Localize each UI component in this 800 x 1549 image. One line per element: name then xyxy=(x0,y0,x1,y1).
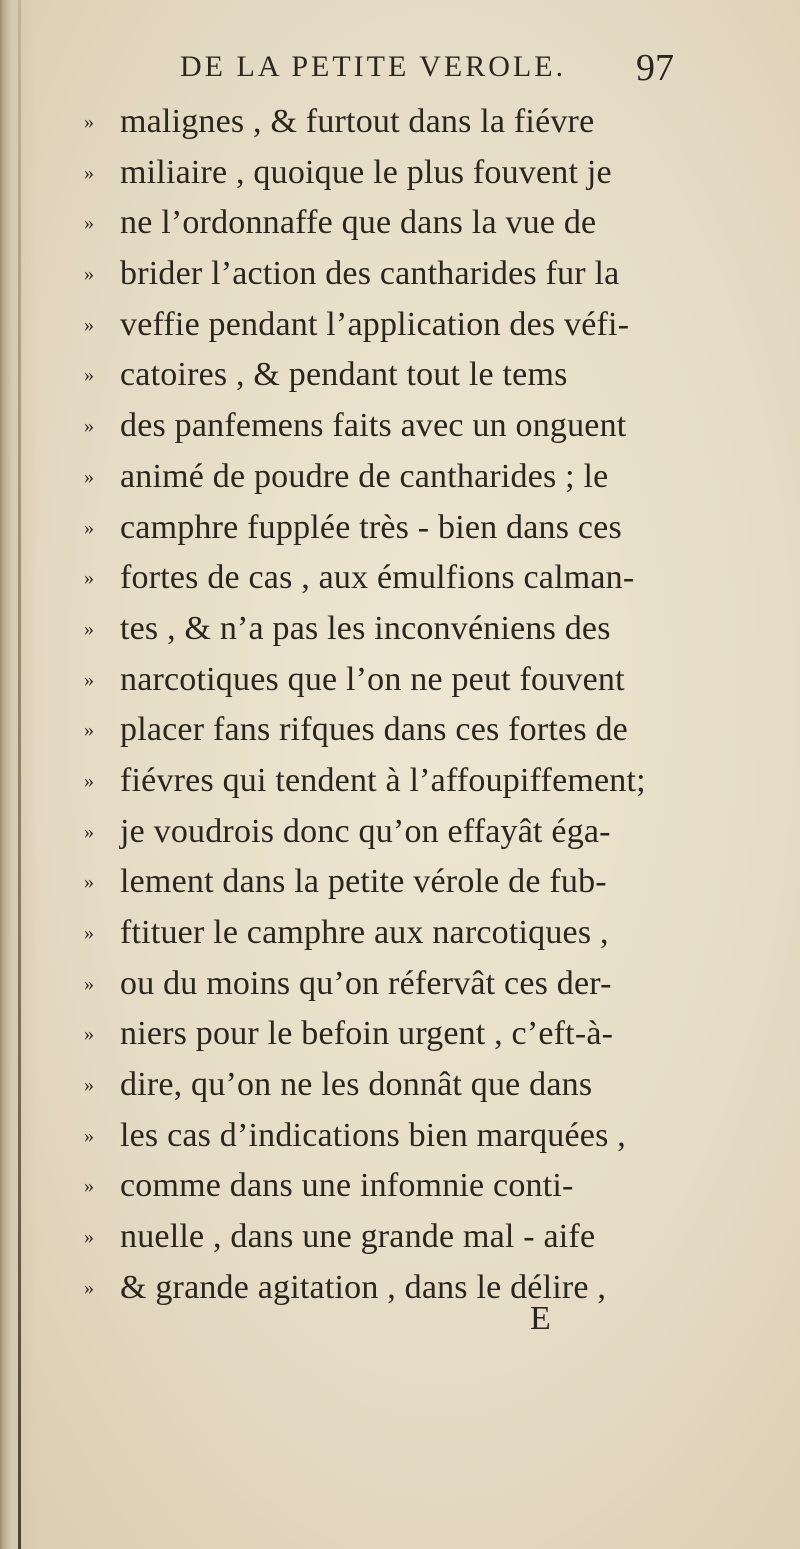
line-text: malignes , & furtout dans la fiévre xyxy=(120,103,595,140)
line-text: brider l’action des cantharides fur la xyxy=(120,255,620,293)
quote-mark: » xyxy=(84,617,94,640)
quote-mark: » xyxy=(84,161,94,184)
line-text: narcotiques que l’on ne peut fouvent xyxy=(120,660,625,698)
text-line xyxy=(84,503,684,554)
text-line xyxy=(84,1009,684,1060)
page-number: 97 xyxy=(636,47,674,89)
body-text xyxy=(84,97,684,1314)
text-line xyxy=(84,756,684,807)
line-text: fortes de cas , aux émulfions calman- xyxy=(120,559,635,597)
line-text: placer fans rifques dans ces fortes de xyxy=(120,711,628,749)
line-text: & grande agitation , dans le délire , xyxy=(120,1268,607,1306)
signature-mark: E xyxy=(530,1300,551,1337)
line-text: miliaire , quoique le plus fouvent je xyxy=(120,153,612,191)
text-line xyxy=(84,807,684,858)
quote-mark: » xyxy=(84,465,94,488)
text-line xyxy=(84,959,684,1010)
line-text: niers pour le befoin urgent , c’eft-à- xyxy=(120,1015,614,1053)
text-line xyxy=(84,604,684,655)
quote-mark: » xyxy=(84,972,94,995)
text-line xyxy=(84,300,684,351)
quote-mark: » xyxy=(84,1276,94,1299)
line-text: lement dans la petite vérole de fub- xyxy=(120,863,607,901)
text-line xyxy=(84,148,684,199)
quote-mark: » xyxy=(84,871,94,894)
quote-mark: » xyxy=(84,111,94,133)
line-text: fiévres qui tendent à l’affoupiffement; xyxy=(120,761,646,799)
text-line xyxy=(84,452,684,503)
line-text: comme dans une infomnie conti- xyxy=(120,1167,574,1205)
quote-mark: » xyxy=(84,1226,94,1249)
quote-mark: » xyxy=(84,313,94,336)
text-line xyxy=(84,655,684,706)
text-line xyxy=(84,1060,684,1111)
text-line xyxy=(84,1111,684,1162)
line-text: ftituer le camphre aux narcotiques , xyxy=(120,914,609,951)
quote-mark: » xyxy=(84,415,94,438)
text-line xyxy=(84,198,684,249)
page-header xyxy=(100,47,680,100)
text-line xyxy=(84,857,684,908)
text-line xyxy=(84,350,684,401)
quote-mark: » xyxy=(84,719,94,742)
quote-mark: » xyxy=(84,364,94,387)
quote-mark: » xyxy=(84,567,94,590)
line-text: des panfemens faits avec un onguent xyxy=(120,407,627,445)
line-text: tes , & n’a pas les inconvéniens des xyxy=(120,609,611,647)
quote-mark: » xyxy=(84,1074,94,1097)
quote-mark: » xyxy=(84,212,94,235)
line-text: je voudrois donc qu’on effayât éga- xyxy=(120,812,611,850)
line-text: dire, qu’on ne les donnât que dans xyxy=(120,1066,593,1104)
text-line xyxy=(84,1263,684,1314)
binding-shadow-line xyxy=(18,0,21,1549)
text-line xyxy=(84,249,684,300)
text-line xyxy=(84,97,684,148)
quote-mark: » xyxy=(84,820,94,843)
text-line xyxy=(84,553,684,604)
line-text: catoires , & pendant tout le tems xyxy=(120,356,568,394)
quote-mark: » xyxy=(84,516,94,539)
text-line xyxy=(84,1212,684,1263)
quote-mark: » xyxy=(84,263,94,286)
line-text: animé de poudre de cantharides ; le xyxy=(120,457,609,495)
quote-mark: » xyxy=(84,769,94,792)
quote-mark: » xyxy=(84,1023,94,1046)
quote-mark: » xyxy=(84,668,94,691)
line-text: veffie pendant l’application des véfi- xyxy=(120,305,630,343)
quote-mark: » xyxy=(84,1175,94,1198)
running-title: DE LA PETITE VEROLE. xyxy=(180,50,567,83)
line-text: ne l’ordonnaffe que dans la vue de xyxy=(120,204,597,242)
text-line xyxy=(84,908,684,959)
quote-mark: » xyxy=(84,1124,94,1147)
text-line xyxy=(84,705,684,756)
line-text: les cas d’indications bien marquées , xyxy=(120,1116,626,1154)
text-line xyxy=(84,401,684,452)
quote-mark: » xyxy=(84,922,94,944)
line-text: nuelle , dans une grande mal - aife xyxy=(120,1218,596,1256)
line-text: camphre fupplée très - bien dans ces xyxy=(120,508,622,546)
line-text: ou du moins qu’on réfervât ces der- xyxy=(120,964,612,1002)
text-line xyxy=(84,1161,684,1212)
